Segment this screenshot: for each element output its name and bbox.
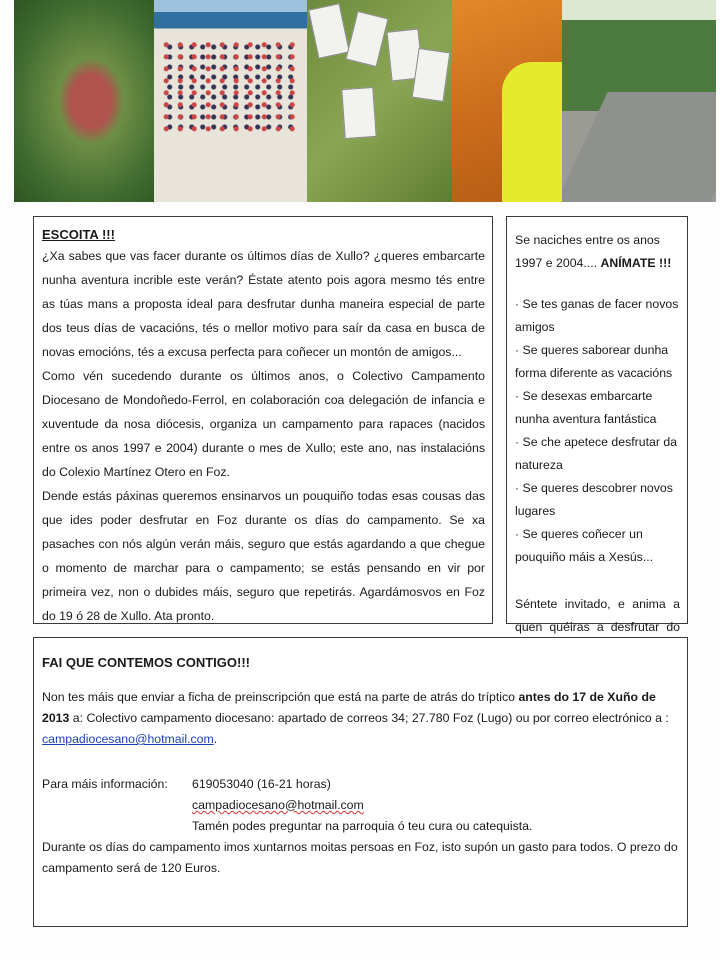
- animate-list: [515, 293, 680, 569]
- escoita-paragraph-2: Como vén sucedendo durante os últimos anos, o Colectivo Campamento Diocesano de Mondoñedo-Ferrol, en colaboración coa delegación de infancia e xuventude da nosa diócesis, organiza un campamento para rapaces (nacidos entre os anos 1997 e 2004) durante o mes de Xullo; este ano, nas instalacións do Colexio Martínez Otero en Foz.: [42, 369, 485, 479]
- photo-strip: [14, 0, 716, 202]
- contact-title: FAI QUE CONTEMOS CONTIGO!!!: [42, 655, 250, 670]
- animate-closing: Séntete invitado, e anima a quen quéiras a desfrutar do: [515, 597, 680, 634]
- contact-box: [33, 637, 688, 927]
- phone-number: 619053040 (16-21 horas): [192, 777, 331, 791]
- animate-box: [506, 216, 688, 634]
- escoita-title: ESCOITA !!!: [42, 227, 115, 242]
- escoita-box: [33, 216, 493, 624]
- period-text: .: [213, 732, 218, 746]
- list-item: · Se queres saborear dunha forma diferente as vacacións: [515, 343, 673, 380]
- animate-intro: Se naciches entre os anos 1997 e 2004....: [515, 233, 660, 270]
- escoita-paragraph-1: ¿Xa sabes que vas facer durante os últimos días de Xullo? ¿queres embarcarte nunha aventura incrible este verán? Éstate atento pois agora mesmo tés entre as túas mans a proposta ideal para desfrutar dunha maneira especial de parte dos teus días de vacacións, tés o mellor motivo para saír da casa en busca de novas emocións, tés a excusa perfecta para coñecer un montón de amigos...: [42, 249, 485, 359]
- escoita-paragraph-3: Dende estás páxinas queremos ensinarvos un pouquiño todas esas cousas das que ides poder desfrutar en Foz durante os días do campamento. Se xa pasaches con nós algún verán máis, seguro que estás agardando a que chegue o momento de marchar para o campamento; se estás pensando en vir por primeira vez, non o dubides máis, seguro que repetirás. Agardámosvos en Foz do 19 ó 28 de Xullo. Ata pronto.: [42, 489, 485, 623]
- hands-painting-photo: [452, 0, 562, 202]
- beach-circle-photo: [154, 0, 307, 202]
- list-item: · Se desexas embarcarte nunha aventura fantástica: [515, 389, 657, 426]
- list-item: · Se che apetece desfrutar da natureza: [515, 435, 678, 472]
- forest-walk-photo: [562, 0, 716, 202]
- list-item: · Se tes ganas de facer novos amigos: [515, 297, 679, 334]
- more-info-label: Para máis información:: [42, 777, 168, 791]
- deadline-text: antes do 17 de Xuño de 2013: [42, 690, 656, 725]
- list-item: · Se queres coñecer un pouquiño máis a Xesús...: [515, 527, 654, 564]
- crowd-on-grass-photo: [14, 0, 154, 202]
- animate-headline: ANÍMATE !!!: [600, 256, 672, 270]
- cow-drawings-photo: [307, 0, 452, 202]
- address-text: a: Colectivo campamento diocesano: apartado de correos 34; 27.780 Foz (Lugo) ou por correo electrónico a :: [72, 711, 669, 725]
- instructions-text: Non tes máis que enviar a ficha de preinscripción que está na parte de atrás do tríptico: [42, 690, 516, 704]
- more-info-section: [42, 774, 679, 837]
- list-item: · Se queres descobrer novos lugares: [515, 481, 673, 518]
- contact-instructions: [42, 687, 679, 750]
- email-link[interactable]: campadiocesano@hotmail.com: [42, 732, 214, 746]
- contact-email: campadiocesano@hotmail.com: [192, 798, 364, 812]
- parish-note: Tamén podes preguntar na parroquia ó teu cura ou catequista.: [192, 819, 533, 833]
- price-note: Durante os días do campamento imos xuntarnos moitas persoas en Foz, isto supón un gasto para todos. O prezo do campamento será de 120 Euros.: [42, 840, 678, 875]
